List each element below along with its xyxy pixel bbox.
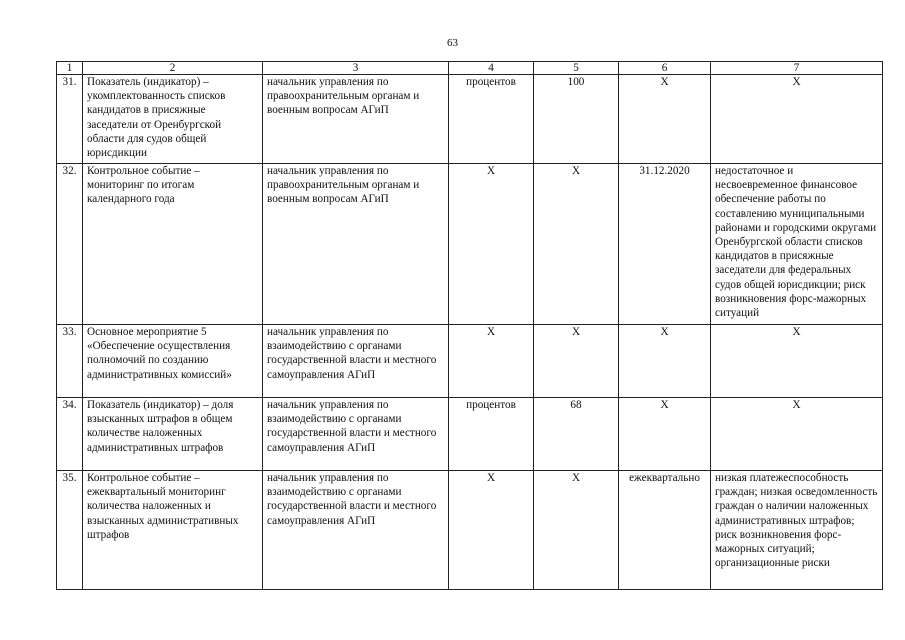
row-date: ежеквартально — [619, 471, 711, 590]
table-row — [57, 75, 883, 164]
row-name: Контрольное событие – ежеквартальный мониторинг количества наложенных и взысканных административных штрафов — [83, 471, 263, 590]
column-header: 5 — [534, 62, 619, 75]
row-unit: X — [449, 325, 534, 398]
row-number: 32. — [57, 164, 83, 325]
row-risks: X — [711, 398, 883, 471]
row-number: 33. — [57, 325, 83, 398]
row-value: X — [534, 471, 619, 590]
table-row — [57, 471, 883, 590]
table-row — [57, 325, 883, 398]
row-number: 34. — [57, 398, 83, 471]
row-risks: X — [711, 75, 883, 164]
row-name: Показатель (индикатор) – доля взысканных штрафов в общем количестве наложенных административных штрафов — [83, 398, 263, 471]
row-risks: недостаточное и несвоевременное финансовое обеспечение работы по составлению муниципальными районами и городскими округами Оренбургской области списков кандидатов в присяжные заседатели для федеральных судов общей юрисдикции; риск возникновения форс-мажорных ситуаций — [711, 164, 883, 325]
column-header: 2 — [83, 62, 263, 75]
row-number: 35. — [57, 471, 83, 590]
row-name: Показатель (индикатор) – укомплектованность списков кандидатов в присяжные заседатели от Оренбургской области для судов общей юрисдикции — [83, 75, 263, 164]
table-row — [57, 164, 883, 325]
table-row — [57, 398, 883, 471]
column-header: 7 — [711, 62, 883, 75]
row-date: X — [619, 398, 711, 471]
row-unit: X — [449, 471, 534, 590]
row-date: 31.12.2020 — [619, 164, 711, 325]
row-responsible: начальник управления по правоохранительным органам и военным вопросам АГиП — [263, 75, 449, 164]
row-responsible: начальник управления по взаимодействию с органами государственной власти и местного самоуправления АГиП — [263, 398, 449, 471]
row-value: 68 — [534, 398, 619, 471]
row-unit: процентов — [449, 398, 534, 471]
row-unit: X — [449, 164, 534, 325]
column-number-row — [57, 62, 883, 75]
plan-table — [56, 61, 883, 590]
column-header: 1 — [57, 62, 83, 75]
row-number: 31. — [57, 75, 83, 164]
row-name: Контрольное событие – мониторинг по итогам календарного года — [83, 164, 263, 325]
row-responsible: начальник управления по правоохранительным органам и военным вопросам АГиП — [263, 164, 449, 325]
row-value: X — [534, 164, 619, 325]
row-value: X — [534, 325, 619, 398]
page-number: 63 — [447, 37, 458, 49]
row-date: X — [619, 325, 711, 398]
row-unit: процентов — [449, 75, 534, 164]
row-risks: низкая платежеспособность граждан; низкая осведомленность граждан о наличии наложенных административных штрафов; риск возникновения форс-мажорных ситуаций; организационные риски — [711, 471, 883, 590]
row-responsible: начальник управления по взаимодействию с органами государственной власти и местного самоуправления АГиП — [263, 471, 449, 590]
column-header: 3 — [263, 62, 449, 75]
row-responsible: начальник управления по взаимодействию с органами государственной власти и местного самоуправления АГиП — [263, 325, 449, 398]
column-header: 4 — [449, 62, 534, 75]
row-name: Основное мероприятие 5 «Обеспечение осуществления полномочий по созданию административных комиссий» — [83, 325, 263, 398]
row-risks: X — [711, 325, 883, 398]
row-date: X — [619, 75, 711, 164]
row-value: 100 — [534, 75, 619, 164]
column-header: 6 — [619, 62, 711, 75]
